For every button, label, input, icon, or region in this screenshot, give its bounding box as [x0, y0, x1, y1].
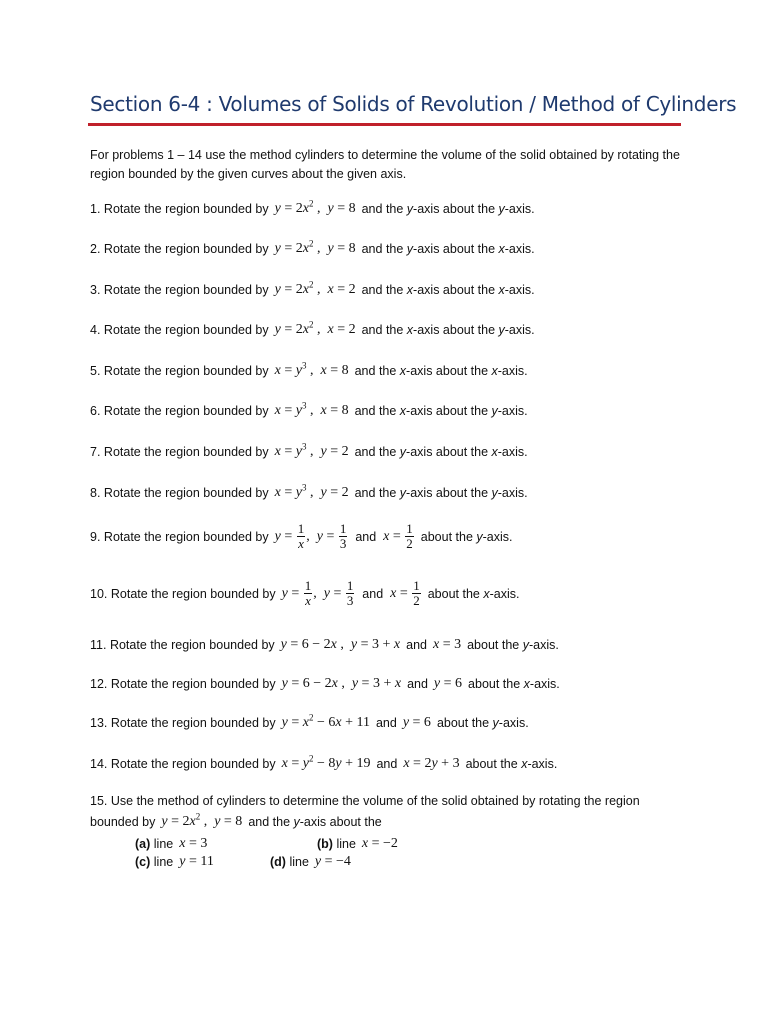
problem-tail: and the y-axis about the y-axis. — [354, 486, 528, 500]
problem-math: y = 6 − 2x , y = 3 + x — [280, 637, 401, 652]
problem-lead: Rotate the region bounded by — [109, 638, 275, 652]
problem-2 — [90, 238, 535, 257]
problem-number: 3. — [90, 283, 101, 297]
problem-lead: Rotate the region bounded by — [103, 323, 269, 337]
problem-number: 11. — [90, 638, 107, 652]
problem-tail: about the y-axis. — [420, 529, 513, 544]
problem-6 — [90, 400, 528, 419]
problem-4 — [90, 319, 535, 338]
problem-math: $y = x^2 - 6x + 11$ — [281, 712, 370, 730]
problem-13: 13. Rotate the region bounded by $y = x^2 - 6x + 11$ and y = 6 about the y-axis. — [90, 712, 529, 730]
problem-math: $y = 2x^2$ , x = 2 — [274, 279, 356, 297]
problem-lead: Rotate the region bounded by — [103, 445, 269, 459]
problem-tail: about the x-axis. — [465, 757, 558, 771]
instructions: For problems 1 – 14 use the method cylinders to determine the volume of the solid obtained by rotating the region bounded by the given curves about the given axis. — [90, 148, 680, 181]
problem-number: 6. — [90, 404, 101, 418]
problem-lead: Rotate the region bounded by — [103, 242, 269, 256]
problem-math: $y = 2x^2$ , y = 8 — [274, 238, 356, 256]
part-b: (b) line x = −2 — [317, 836, 398, 851]
problem-lead: Rotate the region bounded by — [103, 202, 269, 216]
title-underline — [88, 123, 681, 126]
problem-lead: Rotate the region bounded by — [103, 364, 269, 378]
part-d: (d) line y = −4 — [270, 854, 351, 869]
problem-14: 14. Rotate the region bounded by $x = y^2 - 8y + 19$ and x = 2y + 3 about the x-axis. — [90, 753, 558, 771]
problem-number: 9. — [90, 529, 101, 544]
problem-9 — [90, 522, 513, 551]
problem-8 — [90, 482, 528, 501]
problem-tail: about the x-axis. — [427, 586, 520, 601]
problem-tail: and the y-axis about the x-axis. — [361, 242, 535, 256]
problem-lead: Rotate the region bounded by — [110, 757, 276, 771]
problem-lead: Rotate the region bounded by — [103, 404, 269, 418]
problem-tail: and the x-axis about the y-axis. — [354, 404, 528, 418]
problem-math: $x = y^3$ , y = 2 — [274, 441, 349, 459]
problem-math: $x = y^3$ , y = 2 — [274, 482, 349, 500]
problem-lead: Rotate the region bounded by — [110, 677, 276, 691]
part-a: (a) line x = 3 — [135, 836, 208, 851]
problem-tail: and the y-axis about the y-axis. — [361, 202, 535, 216]
problem-number: 12. — [90, 677, 108, 691]
problem-number: 5. — [90, 364, 101, 378]
problem-math: $y = 2x^2$ , y = 8 — [274, 198, 356, 216]
problem-tail: about the x-axis. — [468, 677, 560, 691]
problem-math: y = 6 − 2x , y = 3 + x — [281, 676, 402, 691]
problem-tail: and the y-axis about the x-axis. — [354, 445, 528, 459]
problem-tail: about the y-axis. — [436, 716, 529, 730]
problem-math: $y = 2x^2$ , x = 2 — [274, 319, 356, 337]
problem-number: 1. — [90, 202, 101, 216]
problem-1 — [90, 198, 535, 217]
problem-lead: Rotate the region bounded by — [103, 529, 269, 544]
problem-number: 15. — [90, 794, 108, 808]
problem-math: $x = y^2 - 8y + 19$ — [281, 753, 371, 771]
problem-tail: and the x-axis about the y-axis. — [361, 323, 535, 337]
problem-15-line2: bounded by $y = 2x^2$ , y = 8 and the y-axis about the — [90, 811, 382, 829]
problem-lead: Rotate the region bounded by — [103, 486, 269, 500]
problem-12: 12. Rotate the region bounded by y = 6 − 2x , y = 3 + x and y = 6 about the x-axis. — [90, 676, 560, 691]
problem-number: 2. — [90, 242, 101, 256]
problem-math: $y = 2x^2$ , y = 8 — [161, 811, 243, 829]
problem-math: $x = y^3$ , x = 8 — [274, 360, 349, 378]
problem-11: 11. Rotate the region bounded by y = 6 − 2x , y = 3 + x and x = 3 about the y-axis. — [90, 637, 559, 652]
problem-3 — [90, 279, 535, 298]
problem-lead: Rotate the region bounded by — [110, 586, 276, 601]
problem-math: $x = y^3$ , x = 8 — [274, 400, 349, 418]
problem-math: y = $\frac{1}{x}$ , y = $\frac{1}{3}$ and x = $\frac{1}{2}$ — [281, 578, 420, 608]
problem-math: y = $\frac{1}{x}$ , y = $\frac{1}{3}$ and x = $\frac{1}{2}$ — [274, 521, 413, 551]
problem-tail: about the y-axis. — [467, 638, 559, 652]
problem-lead: Rotate the region bounded by — [110, 716, 276, 730]
problem-tail: and the x-axis about the x-axis. — [354, 364, 528, 378]
problem-15-line1: 15. Use the method of cylinders to determine the volume of the solid obtained by rotating the region — [90, 794, 640, 808]
problem-number: 13. — [90, 716, 108, 730]
problem-lead: Rotate the region bounded by — [103, 283, 269, 297]
section-title: Section 6-4 : Volumes of Solids of Revolution / Method of Cylinders — [90, 92, 737, 116]
problem-number: 10. — [90, 586, 108, 601]
part-c: (c) line y = 11 — [135, 854, 214, 869]
problem-number: 7. — [90, 445, 101, 459]
problem-number: 8. — [90, 486, 101, 500]
problem-number: 4. — [90, 323, 101, 337]
problem-number: 14. — [90, 757, 108, 771]
problem-5 — [90, 360, 528, 379]
problem-tail: and the x-axis about the x-axis. — [361, 283, 535, 297]
problem-7 — [90, 441, 528, 460]
problem-10 — [90, 579, 519, 608]
